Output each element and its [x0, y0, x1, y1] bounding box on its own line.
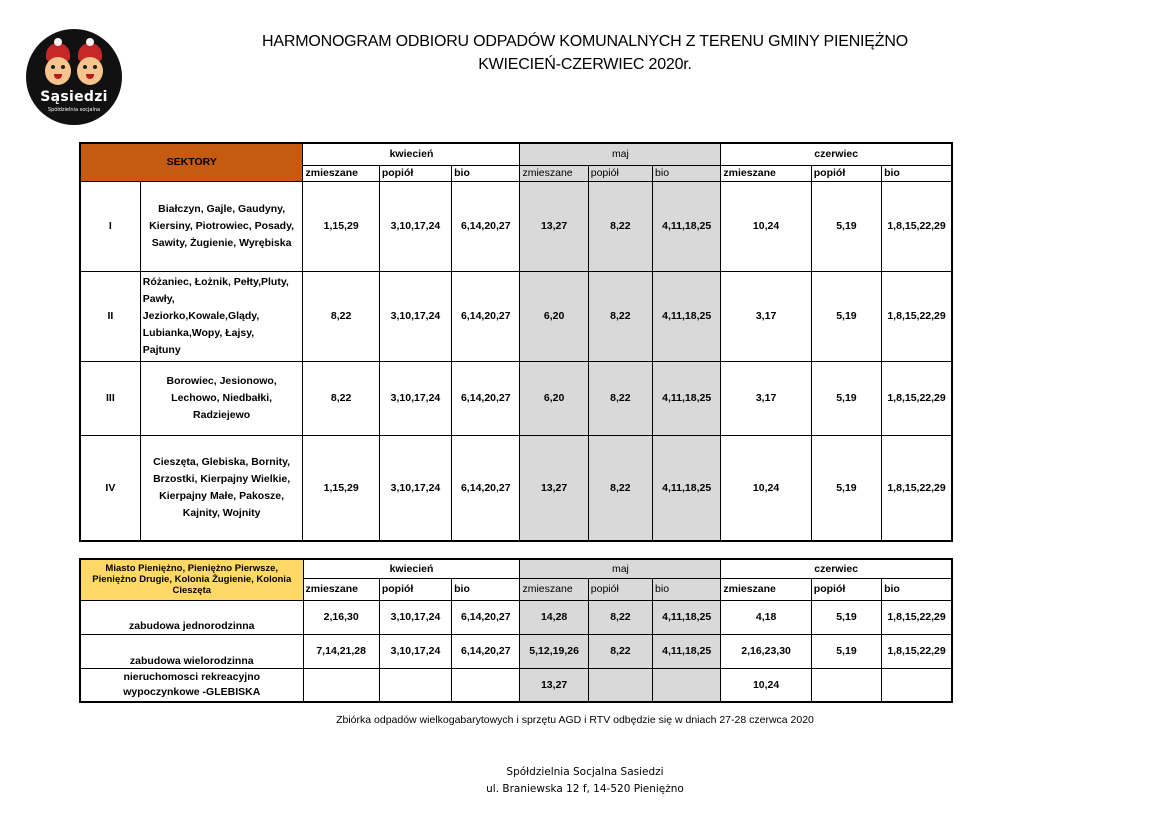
subheader: bio [452, 578, 520, 600]
cell: 6,14,20,27 [452, 435, 520, 541]
subheader: popiół [811, 578, 881, 600]
footer-address: ul. Braniewska 12 f, 14-520 Pieniężno [486, 783, 684, 795]
left-face-icon [45, 57, 71, 85]
subheader: bio [882, 165, 952, 181]
table-row [80, 181, 952, 271]
month-header-june: czerwiec [721, 559, 952, 578]
footer-organization: Spółdzielnia Socjalna Sasiedzi [506, 766, 664, 778]
subheader: popiół [588, 165, 652, 181]
cell: 8,22 [303, 361, 379, 435]
left-bobble-icon [54, 38, 62, 46]
subheader: bio [882, 578, 952, 600]
cell: 1,8,15,22,29 [882, 271, 952, 361]
cell: 5,19 [811, 271, 881, 361]
cell: 14,28 [520, 600, 588, 634]
cell [303, 668, 379, 702]
month-header-may: maj [520, 559, 721, 578]
cell: 6,20 [520, 361, 588, 435]
sector-villages: Białczyn, Gajle, Gaudyny, Kiersiny, Piotrowiec, Posady, Sawity, Żugienie, Wyrębiska [140, 181, 303, 271]
cell: 8,22 [588, 435, 652, 541]
table-row [80, 668, 952, 702]
right-bobble-icon [86, 38, 94, 46]
page-subtitle: KWIECIEŃ-CZERWIEC 2020r. [478, 56, 692, 73]
cell: 10,24 [721, 668, 811, 702]
logo-name: Sąsiedzi [40, 89, 108, 105]
cell: 5,19 [811, 634, 881, 668]
cell: 4,11,18,25 [653, 600, 721, 634]
cell: 6,14,20,27 [452, 634, 520, 668]
table-row [80, 361, 952, 435]
cell: 5,12,19,26 [520, 634, 588, 668]
month-header-june: czerwiec [721, 143, 952, 165]
cell: 1,8,15,22,29 [882, 435, 952, 541]
cell: 5,19 [811, 181, 881, 271]
table-row [80, 271, 952, 361]
cell: 4,11,18,25 [653, 271, 721, 361]
subheader: popiół [811, 165, 881, 181]
cell: 6,14,20,27 [452, 181, 520, 271]
cell: 6,14,20,27 [452, 600, 520, 634]
subheader: zmieszane [520, 165, 588, 181]
cell: 5,19 [811, 435, 881, 541]
subheader: popiół [379, 578, 451, 600]
sector-label: IV [80, 435, 140, 541]
subheader: zmieszane [721, 578, 811, 600]
subheader: zmieszane [520, 578, 588, 600]
sectors-header: SEKTORY [80, 143, 303, 181]
cell [811, 668, 881, 702]
cell: 8,22 [588, 634, 652, 668]
subheader: zmieszane [721, 165, 811, 181]
subheader: zmieszane [303, 578, 379, 600]
sector-label: I [80, 181, 140, 271]
cell [452, 668, 520, 702]
page-title: HARMONOGRAM ODBIORU ODPADÓW KOMUNALNYCH Z TERENU GMINY PIENIĘŻNO [262, 33, 908, 50]
cell: 8,22 [588, 361, 652, 435]
cell: 3,10,17,24 [379, 435, 451, 541]
cell: 1,8,15,22,29 [882, 634, 952, 668]
town-header: Miasto Pieniężno, Pieniężno Pierwsze, Pieniężno Drugie, Kolonia Żugienie, Kolonia Cieszęta [80, 559, 303, 600]
cell [588, 668, 652, 702]
sector-label: II [80, 271, 140, 361]
cell: 3,10,17,24 [379, 181, 451, 271]
cell: 8,22 [588, 600, 652, 634]
subheader: bio [653, 578, 721, 600]
cell: 6,14,20,27 [452, 361, 520, 435]
sectors-schedule-table [79, 142, 953, 542]
sector-villages: Różaniec, Łożnik, Pełty,Pluty, Pawły, Jeziorko,Kowale,Glądy, Lubianka,Wopy, Łajsy, Pajtuny [140, 271, 303, 361]
cell: 4,18 [721, 600, 811, 634]
subheader: bio [452, 165, 520, 181]
cell: 2,16,30 [303, 600, 379, 634]
cell [379, 668, 451, 702]
cell: 1,15,29 [303, 181, 379, 271]
cell: 1,8,15,22,29 [882, 361, 952, 435]
cell: 13,27 [520, 668, 588, 702]
town-schedule-table [79, 558, 953, 703]
cell: 3,17 [721, 361, 811, 435]
row-label: zabudowa jednorodzinna [80, 600, 303, 634]
row-label: nieruchomosci rekreacyjno wypoczynkowe -GLEBISKA [80, 668, 303, 702]
cell: 4,11,18,25 [653, 361, 721, 435]
sector-villages: Borowiec, Jesionowo, Lechowo, Niedbałki, Radziejewo [140, 361, 303, 435]
cell: 8,22 [588, 271, 652, 361]
cell: 3,10,17,24 [379, 600, 451, 634]
row-label: zabudowa wielorodzinna [80, 634, 303, 668]
cell: 3,10,17,24 [379, 271, 451, 361]
cell: 3,10,17,24 [379, 361, 451, 435]
right-face-icon [77, 57, 103, 85]
bulky-waste-note: Zbiórka odpadów wielkogabarytowych i sprzętu AGD i RTV odbędzie się w dniach 27-28 czerwca 2020 [336, 714, 814, 726]
cell: 5,19 [811, 600, 881, 634]
cell: 5,19 [811, 361, 881, 435]
table-row [80, 600, 952, 634]
logo-subtitle: Spółdzielnia socjalna [47, 107, 101, 113]
cell [653, 668, 721, 702]
cell: 8,22 [588, 181, 652, 271]
sector-villages: Cieszęta, Glebiska, Bornity, Brzostki, Kierpajny Wielkie, Kierpajny Małe, Pakosze, Kajnity, Wojnity [140, 435, 303, 541]
cell: 10,24 [721, 435, 811, 541]
cell: 1,8,15,22,29 [882, 600, 952, 634]
subheader: bio [653, 165, 721, 181]
sector-label: III [80, 361, 140, 435]
table-row [80, 634, 952, 668]
month-header-may: maj [520, 143, 721, 165]
cell: 2,16,23,30 [721, 634, 811, 668]
cell: 3,10,17,24 [379, 634, 451, 668]
month-header-april: kwiecień [303, 559, 520, 578]
cell: 8,22 [303, 271, 379, 361]
cell: 1,15,29 [303, 435, 379, 541]
cell: 4,11,18,25 [653, 634, 721, 668]
subheader: popiół [588, 578, 652, 600]
cell: 4,11,18,25 [653, 181, 721, 271]
subheader: popiół [379, 165, 451, 181]
month-header-april: kwiecień [303, 143, 520, 165]
cell: 6,14,20,27 [452, 271, 520, 361]
cell: 4,11,18,25 [653, 435, 721, 541]
cell: 6,20 [520, 271, 588, 361]
cell: 7,14,21,28 [303, 634, 379, 668]
logo [26, 29, 122, 125]
cell [882, 668, 952, 702]
subheader: zmieszane [303, 165, 379, 181]
cell: 13,27 [520, 181, 588, 271]
cell: 3,17 [721, 271, 811, 361]
cell: 13,27 [520, 435, 588, 541]
cell: 10,24 [721, 181, 811, 271]
table-row [80, 435, 952, 541]
cell: 1,8,15,22,29 [882, 181, 952, 271]
